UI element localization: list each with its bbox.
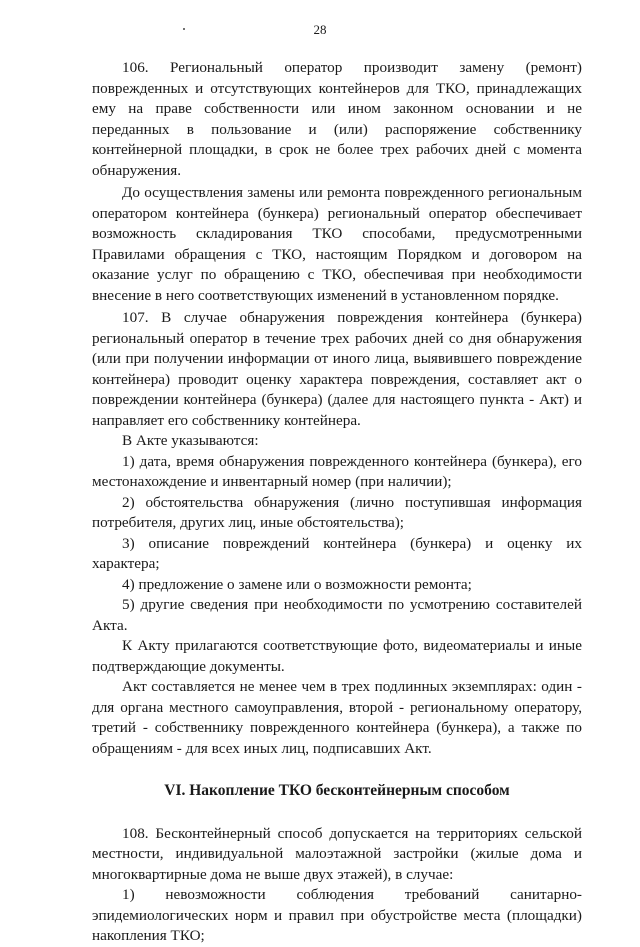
paragraph-106: 106. Региональный оператор производит замену (ремонт) поврежденных и отсутствующих контейнеров для ТКО, принадлежащих ему на праве собственности или ином законном основании и не переданных в пользование и (или) распоряжение собственнику контейнерной площадки, в срок не более трех рабочих дней с момента обнаружения.	[92, 59, 582, 179]
act-copies: Акт составляется не менее чем в трех подлинных экземплярах: один - для органа местного самоуправления, второй - региональному оператору, третий - собственнику поврежденного контейнера (бункера), а также по обращениям - для всех иных лиц, подписавших Акт.	[92, 678, 582, 757]
act-contents-intro: В Акте указываются:	[122, 432, 259, 449]
scan-speck	[183, 28, 185, 30]
document-body	[92, 58, 582, 947]
paragraph-108-item-1: 1) невозможности соблюдения требований санитарно-эпидемиологических норм и правил при обустройстве места (площадки) накопления ТКО;	[92, 886, 582, 944]
page-number: 28	[313, 22, 327, 37]
section-heading: VI. Накопление ТКО бесконтейнерным способом	[164, 782, 510, 799]
act-item-3: 3) описание повреждений контейнера (бункера) и оценку их характера;	[92, 534, 582, 572]
paragraph-107: 107. В случае обнаружения повреждения контейнера (бункера) региональный оператор в течение трех рабочих дней со дня обнаружения (или при получении информации от иного лица, выявившего повреждение контейнера) проводит оценку характера повреждения, составляет акт о повреждении контейнера (бункера) (далее для настоящего пункта - Акт) и направляет его собственнику контейнера.	[92, 309, 582, 429]
act-item-5: 5) другие сведения при необходимости по усмотрению составителей Акта.	[92, 596, 582, 634]
paragraph-108: 108. Бесконтейнерный способ допускается на территориях сельской местности, индивидуальной малоэтажной застройки (жилые дома и многоквартирные дома не выше двух этажей), в случае:	[92, 824, 582, 883]
paragraph-106-continuation: До осуществления замены или ремонта поврежденного региональным оператором контейнера (бункера) региональный оператор обеспечивает возможность складирования ТКО способами, предусмотренными Правилами обращения с ТКО, настоящим Порядком и договором на оказание услуг по обращению с ТКО, обеспечивая при необходимости внесение в него соответствующих изменений в установленном порядке.	[92, 184, 582, 304]
act-item-1: 1) дата, время обнаружения поврежденного контейнера (бункера), его местонахождение и инвентарный номер (при наличии);	[92, 452, 582, 490]
act-item-4: 4) предложение о замене или о возможности ремонта;	[122, 575, 472, 593]
act-item-2: 2) обстоятельства обнаружения (лично поступившая информация потребителя, других лиц, иные обстоятельства);	[92, 493, 582, 531]
act-attachments: К Акту прилагаются соответствующие фото, видеоматериалы и иные подтверждающие документы.	[92, 637, 582, 675]
